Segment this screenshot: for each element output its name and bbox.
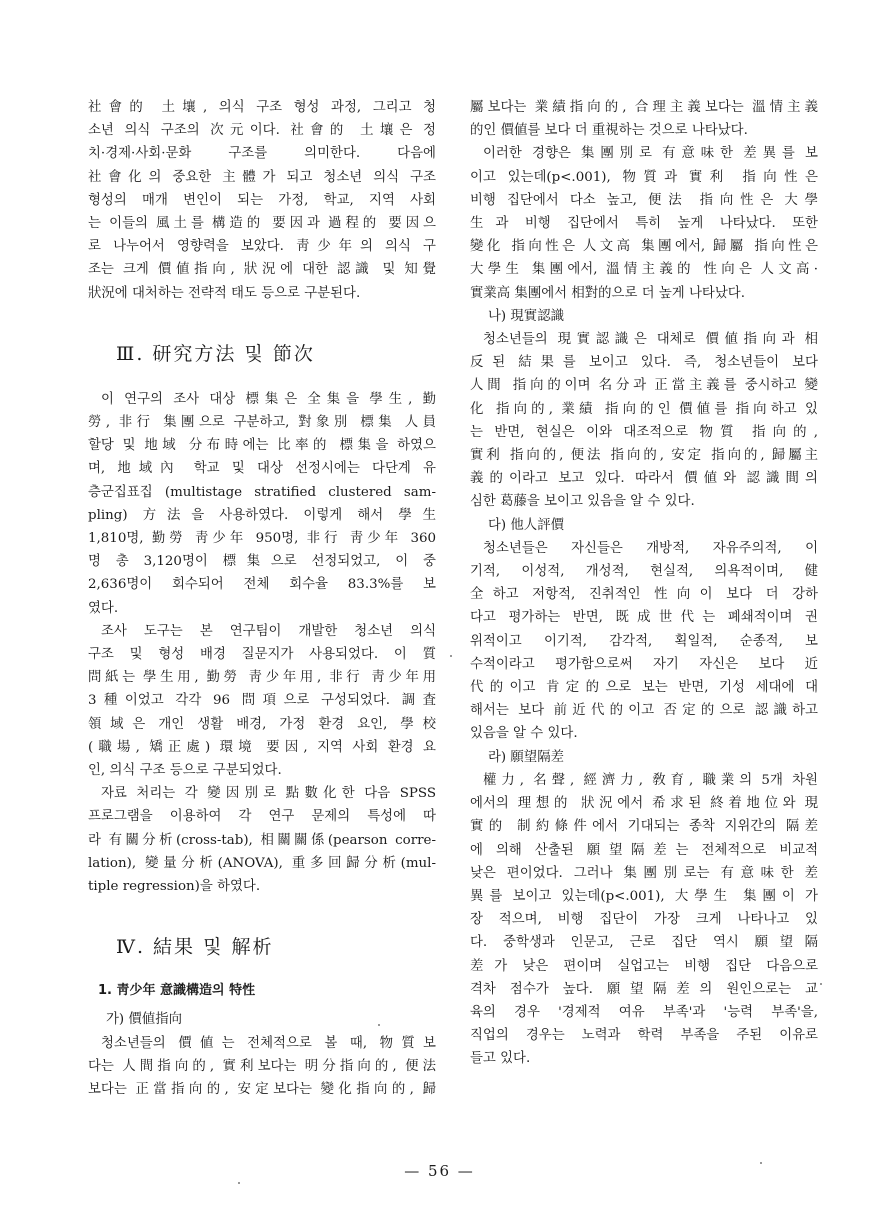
text-line: 代的이고 肯定的으로 보는 반면, 기성 세대에 대 bbox=[470, 680, 818, 696]
text-line: 化 指向的, 業績 指向的인 價値를 指向하고 있 bbox=[470, 401, 818, 417]
text-line: 할당 및 地域 分布時에는 比率的 標集을 하였으 bbox=[88, 438, 436, 454]
text-line: 구조 및 형성 배경 질문지가 사용되었다. 이 質 bbox=[88, 647, 436, 663]
text-line: 2,636명이 회수되어 전체 회수율 83.3%를 보 bbox=[88, 577, 436, 593]
item-na-heading: 나) 現實認識 bbox=[488, 308, 564, 324]
text-line: 수적이라고 평가함으로써 자기 자신은 보다 近 bbox=[470, 656, 818, 672]
method-paragraph-2 bbox=[88, 620, 436, 782]
text-line: 이러한 경향은 集團別로 有意味한 差異를 보 bbox=[483, 146, 818, 162]
text-line: 해서는 보다 前近代的이고 否定的으로 認識하고 bbox=[470, 703, 818, 719]
text-line: 問紙는 學生用, 勤勞 靑少年用, 非行 靑少年用 bbox=[88, 670, 436, 686]
text-line: 인, 의식 구조 등으로 구분되었다. bbox=[88, 763, 282, 779]
item-ga-heading: 가) 價値指向 bbox=[106, 1012, 182, 1028]
text-line: 청소년들의 價値는 전체적으로 볼 때, 物質보 bbox=[101, 1035, 436, 1051]
text-line: 위적이고 이기적, 감각적, 획일적, 순종적, 보 bbox=[470, 633, 818, 649]
method-paragraph-1 bbox=[88, 388, 436, 620]
item-da-heading: 다) 他人評價 bbox=[488, 517, 564, 533]
text-line: 實的 制約條件에서 기대되는 종착 지위간의 隔差 bbox=[470, 819, 818, 835]
text-line: 社會化의 중요한 主體가 되고 청소년 의식 구조 bbox=[88, 169, 436, 185]
text-line: 的인 價値를 보다 더 重視하는 것으로 나타났다. bbox=[470, 123, 748, 139]
text-line: 이 연구의 조사 대상 標集은 全集을 學生, 勤 bbox=[101, 391, 436, 407]
text-line: 反된 結果를 보이고 있다. 즉, 청소년들이 보다 bbox=[470, 355, 818, 371]
text-line: 異를 보이고 있는데(p<.001), 大學生 集團이 가 bbox=[470, 888, 818, 904]
text-line: 였다. bbox=[88, 600, 119, 616]
text-line: lation), 變量分析(ANOVA), 重多回歸分析(mul- bbox=[88, 855, 436, 871]
text-line: 조사 도구는 본 연구팀이 개발한 청소년 의식 bbox=[101, 623, 436, 639]
text-line: 屬보다는 業績指向的, 合理主義보다는 溫情主義 bbox=[470, 100, 818, 115]
text-line: 生과 비행 집단에서 특히 높게 나타났다. 또한 bbox=[470, 216, 818, 232]
subsection-1-heading: 1. 靑少年 意識構造의 特性 bbox=[98, 983, 256, 999]
text-line: (職場, 矯正處) 環境 要因, 지역 사회 환경 요 bbox=[88, 739, 436, 755]
text-line: 기적, 이성적, 개성적, 현실적, 의욕적이며, 健 bbox=[470, 564, 818, 580]
scan-speck bbox=[450, 655, 452, 657]
text-line: 實業高 集團에서 相對的으로 더 높게 나타났다. bbox=[470, 285, 745, 301]
text-line: 다고 평가하는 반면, 既成世代는 폐쇄적이며 권 bbox=[470, 610, 818, 626]
text-line: 에 의해 산출된 願望隔差는 전체적으로 비교적 bbox=[470, 842, 818, 858]
text-line: 權力, 名聲, 經濟力, 敎育, 職業의 5개 차원 bbox=[483, 772, 818, 788]
text-line: 領域은 개인 생활 배경, 가정 환경 요인, 學校 bbox=[88, 716, 436, 732]
text-line: 勞, 非行 集團으로 구분하고, 對象別 標集 人員 bbox=[88, 415, 436, 431]
text-line: 差가 낮은 편이며 실업고는 비행 집단 다음으로 bbox=[470, 958, 818, 974]
text-line: 치·경제·사회·문화 구조를 의미한다. 다음에 bbox=[88, 146, 436, 162]
text-line: pling) 方法을 사용하였다. 이렇게 해서 學生 bbox=[88, 507, 436, 523]
text-line: 는 반면, 현실은 이와 대조적으로 物質 指向的, bbox=[470, 424, 818, 440]
values-paragraph bbox=[88, 1032, 436, 1102]
page-number: — 56 — bbox=[404, 1162, 475, 1180]
text-line: 보다는 正當指向的, 安定보다는 變化指向的, 歸 bbox=[88, 1081, 436, 1097]
text-line: 직업의 경우는 노력과 학력 부족을 주된 이유로 bbox=[470, 1028, 818, 1044]
text-line: 장 적으며, 비행 집단이 가장 크게 나타나고 있 bbox=[470, 912, 818, 928]
left-column bbox=[88, 96, 436, 1101]
text-line: 大學生 集團에서, 溫情主義的 性向은 人文高· bbox=[470, 262, 818, 278]
text-line: 청소년들의 現實認識은 대체로 價値指向과 相 bbox=[483, 332, 818, 348]
text-line: 들고 있다. bbox=[470, 1051, 531, 1067]
text-line: 에서의 理想的 狀況에서 希求된 終着地位와 現 bbox=[470, 796, 818, 812]
text-line: 형성의 매개 변인이 되는 가정, 학교, 지역 사회 bbox=[88, 192, 436, 208]
text-line: 義的이라고 보고 있다. 따라서 價値와 認識間의 bbox=[470, 471, 818, 487]
text-line: 3種이었고 각각 96 問項으로 구성되었다. 調査 bbox=[88, 693, 436, 709]
text-line: 變化 指向性은 人文高 集團에서, 歸屬 指向性은 bbox=[470, 239, 818, 255]
text-line: 狀況에 대처하는 전략적 태도 등으로 구분된다. bbox=[88, 285, 361, 301]
text-line: 다. 중학생과 인문고, 근로 집단 역시 願望隔 bbox=[470, 935, 818, 951]
scan-speck bbox=[238, 1182, 240, 1184]
intro-paragraph bbox=[88, 96, 436, 305]
text-line: 다는 人間指向的, 實利보다는 明分指向的, 便法 bbox=[88, 1058, 436, 1074]
text-line: 로 나누어서 영향력을 보았다. 靑少年의 의식 구 bbox=[88, 239, 436, 255]
values-paragraph-continued bbox=[470, 96, 818, 142]
text-line: 는 이들의 風土를 構造的 要因과 過程的 要因으 bbox=[88, 216, 436, 232]
reality-paragraph bbox=[470, 328, 818, 514]
text-line: 층군집표집 (multistage stratified clustered sam- bbox=[88, 484, 436, 500]
text-line: 조는 크게 價値指向, 狀況에 대한 認識 및 知覺 bbox=[88, 262, 436, 278]
text-line: 육의 경우 '경제적 여유 부족'과 '능력 부족'을, bbox=[470, 1004, 818, 1020]
text-line: 社會的 土壤, 의식 구조 형성 과정, 그리고 청 bbox=[88, 100, 436, 115]
text-line: 심한 葛藤을 보이고 있음을 알 수 있다. bbox=[470, 494, 695, 510]
scan-speck bbox=[760, 1162, 762, 1164]
scan-speck bbox=[820, 983, 822, 985]
text-line: 청소년들은 자신들은 개방적, 자유주의적, 이 bbox=[483, 540, 818, 556]
text-line: 全하고 저항적, 진취적인 性向이 보다 더 강하 bbox=[470, 587, 818, 603]
others-paragraph bbox=[470, 537, 818, 746]
method-paragraph-3 bbox=[88, 782, 436, 898]
text-line: 프로그램을 이용하여 각 연구 문제의 특성에 따 bbox=[88, 809, 436, 825]
text-line: 낮은 편이었다. 그러나 集團別로는 有意味한 差 bbox=[470, 865, 818, 881]
text-line: 명 총 3,120명이 標集으로 선정되었고, 이 중 bbox=[88, 554, 436, 570]
aspiration-paragraph bbox=[470, 769, 818, 1071]
section-3-heading: Ⅲ. 研究方法 및 節次 bbox=[116, 342, 315, 365]
right-column bbox=[470, 96, 818, 1071]
text-line: 實利 指向的, 便法 指向的, 安定 指向的, 歸屬主 bbox=[470, 448, 818, 464]
text-line: 비행 집단에서 다소 높고, 便法 指向性은 大學 bbox=[470, 192, 818, 208]
text-line: 이고 있는데(p<.001), 物質과 實利 指向性은 bbox=[470, 169, 818, 185]
text-line: 있음을 알 수 있다. bbox=[470, 726, 578, 742]
text-line: 人間 指向的이며 名分과 正當主義를 중시하고 變 bbox=[470, 378, 818, 394]
section-4-heading: Ⅳ. 結果 및 解析 bbox=[116, 936, 274, 959]
groups-paragraph bbox=[470, 142, 818, 304]
text-line: 자료 처리는 각 變因別로 點數化한 다음 SPSS bbox=[101, 786, 436, 802]
text-line: tiple regression)을 하였다. bbox=[88, 879, 261, 895]
scan-speck bbox=[378, 1024, 380, 1026]
text-line: 라 有關分析(cross-tab), 相關關係(pearson corre- bbox=[88, 832, 436, 848]
text-line: 1,810명, 勤勞 靑少年 950명, 非行 靑少年 360 bbox=[88, 531, 436, 547]
text-line: 소년 의식 구조의 次元이다. 社會的 土壤은 정 bbox=[88, 123, 436, 139]
text-line: 격차 점수가 높다. 願望隔差의 원인으로는 교 bbox=[470, 981, 818, 997]
item-ra-heading: 라) 願望隔差 bbox=[488, 749, 564, 765]
text-line: 며, 地域內 학교 및 대상 선정시에는 다단계 유 bbox=[88, 461, 436, 477]
